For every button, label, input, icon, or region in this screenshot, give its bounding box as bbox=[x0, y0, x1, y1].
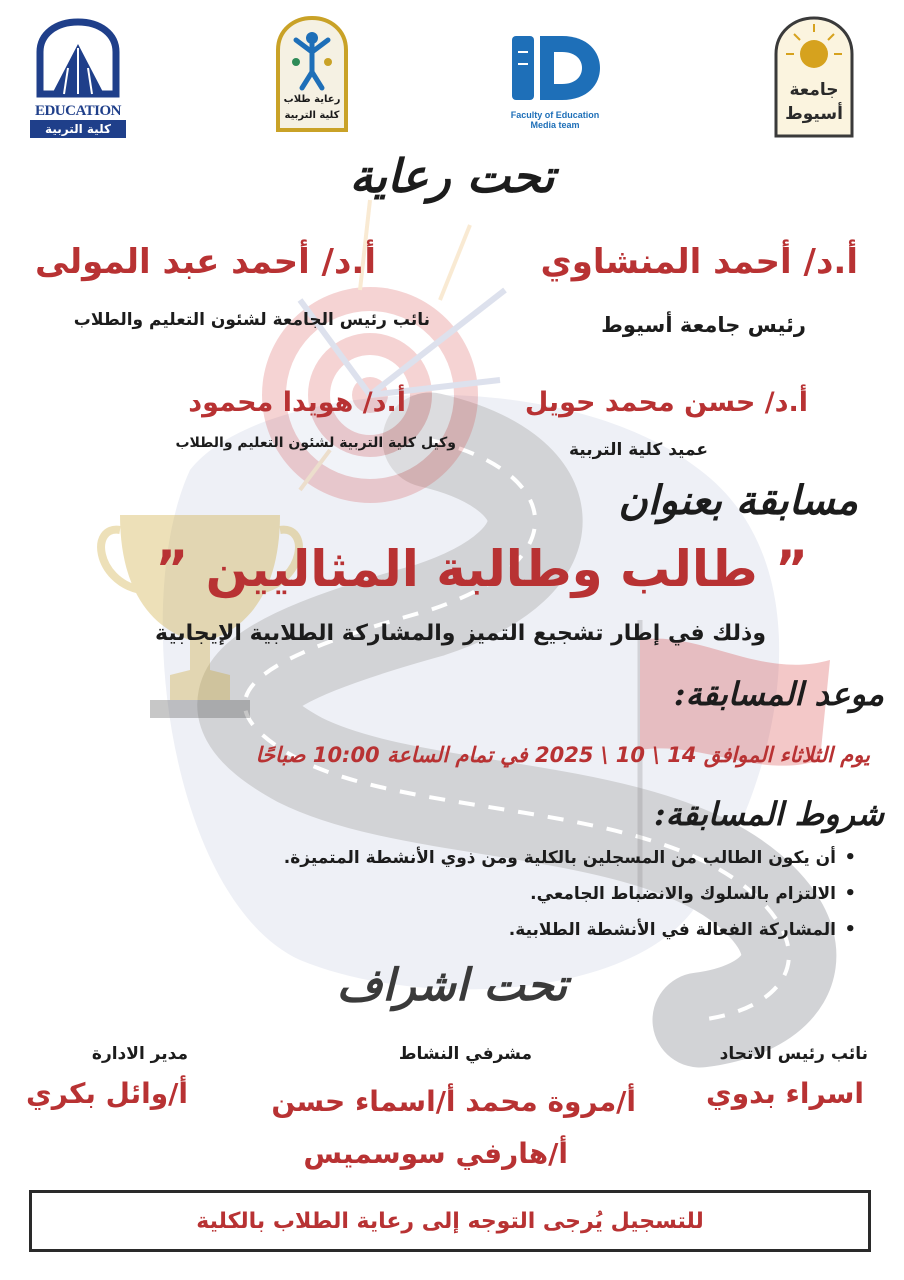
media-team-logo bbox=[500, 30, 610, 134]
registration-box bbox=[29, 1190, 871, 1252]
conditions-heading: شروط المسابقة: bbox=[653, 795, 884, 833]
date-heading: موعد المسابقة: bbox=[673, 675, 884, 713]
education-logo bbox=[30, 18, 126, 136]
competition-title: ” طالب وطالبة المثاليين ” bbox=[155, 540, 808, 598]
supervision-heading: تحت اشراف bbox=[336, 960, 568, 1011]
patron-1-name: أ.د/ أحمد المنشاوي bbox=[540, 242, 858, 282]
media-team-logo-line2: Media team bbox=[530, 120, 580, 130]
condition-item-3: • المشاركة الفعالة في الأنشطة الطلابية. bbox=[284, 912, 858, 948]
assiut-university-logo bbox=[772, 14, 856, 140]
patron-4-title: وكيل كلية التربية لشئون التعليم والطلاب bbox=[175, 435, 456, 451]
education-logo-text: EDUCATION bbox=[34, 103, 122, 119]
conditions-list bbox=[284, 840, 858, 948]
date-text: يوم الثلاثاء الموافق 14 \ 10 \ 2025 في تمام الساعة 10:00 صباحًا bbox=[255, 743, 870, 767]
patron-1-title: رئيس جامعة أسيوط bbox=[601, 313, 806, 337]
media-team-logo-icon bbox=[500, 30, 610, 106]
vice-president-name: اسراء بدوي bbox=[706, 1077, 864, 1110]
activity-supervisors-names-1: أ/مروة محمد أ/اسماء حسن bbox=[271, 1085, 636, 1118]
student-care-logo-line1: رعاية طلاب bbox=[283, 94, 341, 105]
competition-heading: مسابقة بعنوان bbox=[618, 477, 858, 524]
activity-supervisors-names-2: أ/هارفي سوسميس bbox=[303, 1137, 568, 1170]
assiut-university-logo-line1: جامعة bbox=[789, 80, 839, 100]
student-care-logo bbox=[272, 14, 352, 134]
assiut-university-logo-line2: أسيوط bbox=[785, 104, 843, 124]
patron-4-name: أ.د/ هويدا محمود bbox=[188, 387, 406, 418]
admin-director-role: مدير الادارة bbox=[91, 1044, 188, 1064]
patronage-heading: تحت رعاية bbox=[349, 149, 555, 203]
education-logo-icon bbox=[30, 18, 126, 98]
patron-2-name: أ.د/ أحمد عبد المولى bbox=[35, 242, 376, 282]
admin-director-name: أ/وائل بكري bbox=[26, 1077, 188, 1110]
patron-3-title: عميد كلية التربية bbox=[568, 440, 708, 460]
condition-item-1: • أن يكون الطالب من المسجلين بالكلية ومن ذوي الأنشطة المتميزة. bbox=[284, 840, 858, 876]
patron-2-title: نائب رئيس الجامعة لشئون التعليم والطلاب bbox=[73, 310, 430, 330]
activity-supervisors-role: مشرفي النشاط bbox=[398, 1044, 532, 1064]
patron-3-name: أ.د/ حسن محمد حويل bbox=[524, 387, 808, 418]
competition-purpose: وذلك في إطار تشجيع التميز والمشاركة الطلابية الإيجابية bbox=[155, 621, 766, 646]
media-team-logo-line1: Faculty of Education bbox=[510, 110, 600, 120]
education-logo-arabic: كلية التربية bbox=[30, 120, 126, 138]
vice-president-role: نائب رئيس الاتحاد bbox=[719, 1044, 868, 1064]
condition-item-2: • الالتزام بالسلوك والانضباط الجامعي. bbox=[284, 876, 858, 912]
registration-note: للتسجيل يُرجى التوجه إلى رعاية الطلاب بالكلية bbox=[196, 1208, 704, 1234]
student-care-logo-line2: كلية التربية bbox=[284, 110, 340, 121]
